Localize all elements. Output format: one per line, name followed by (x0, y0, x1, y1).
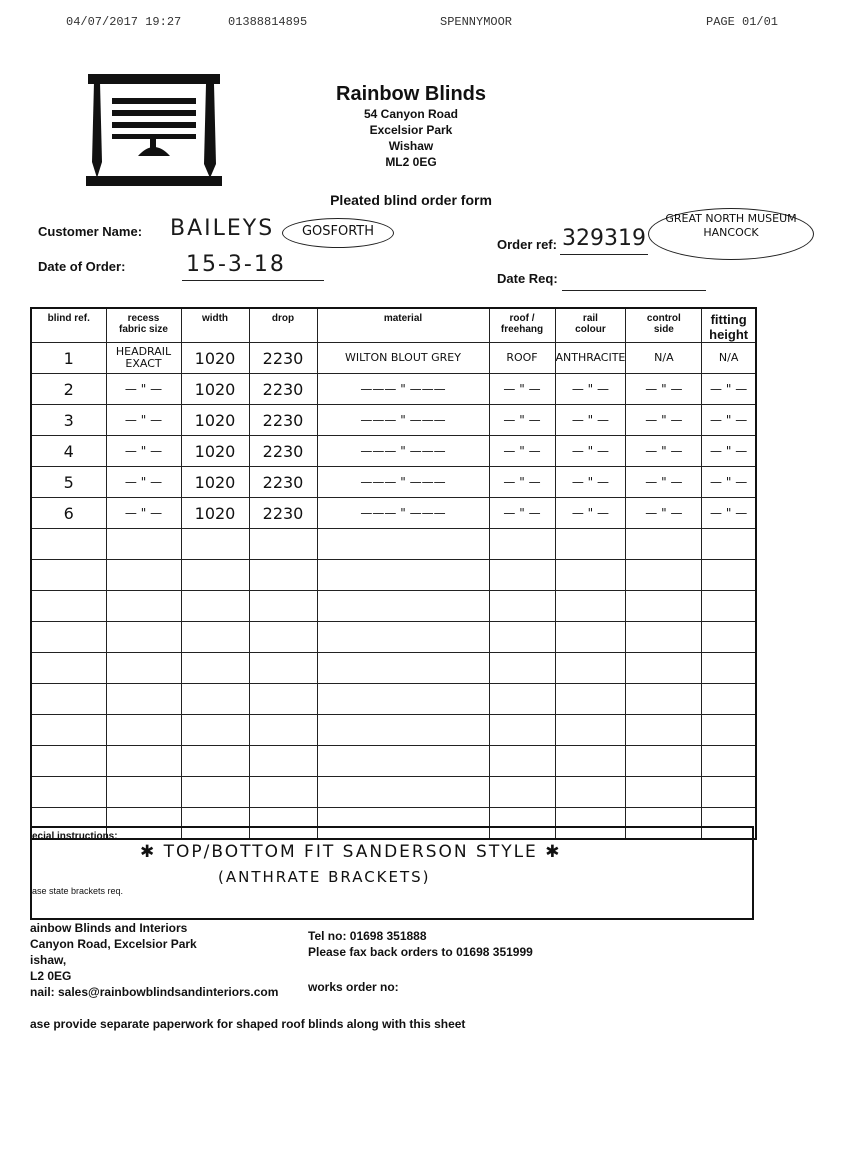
cell-fitting-height[interactable] (702, 622, 756, 653)
cell-blind-ref[interactable]: 4 (31, 436, 106, 467)
cell-roof[interactable]: — " — (489, 467, 555, 498)
table-row (31, 498, 756, 529)
header-drop: drop (249, 308, 317, 343)
cell-material[interactable] (317, 746, 489, 777)
cell-roof[interactable]: — " — (489, 374, 555, 405)
cell-drop[interactable] (249, 591, 317, 622)
cell-material[interactable] (317, 715, 489, 746)
cell-roof[interactable]: — " — (489, 498, 555, 529)
cell-rail-colour[interactable]: — " — (555, 436, 626, 467)
table-row (31, 529, 756, 560)
date-req-line (562, 290, 706, 291)
table-row (31, 591, 756, 622)
fax-header (0, 15, 850, 33)
cell-width[interactable] (181, 529, 249, 560)
cell-blind-ref[interactable] (31, 715, 106, 746)
cell-material[interactable] (317, 653, 489, 684)
cell-width[interactable] (181, 777, 249, 808)
cell-recess[interactable]: — " — (106, 467, 181, 498)
cell-fitting-height[interactable]: — " — (702, 436, 756, 467)
cell-width[interactable] (181, 653, 249, 684)
company-address-line: Excelsior Park (369, 123, 453, 137)
cell-control-side[interactable] (626, 715, 702, 746)
cell-material[interactable] (317, 529, 489, 560)
cell-fitting-height[interactable]: N/A (702, 343, 756, 374)
cell-fitting-height[interactable]: — " — (702, 467, 756, 498)
header-blind-ref: blind ref. (31, 308, 106, 343)
header-rail-colour: rail colour (555, 308, 626, 343)
cell-blind-ref[interactable] (31, 591, 106, 622)
cell-control-side[interactable]: — " — (626, 405, 702, 436)
cell-material[interactable] (317, 591, 489, 622)
cell-material[interactable] (317, 622, 489, 653)
cell-roof[interactable] (489, 777, 555, 808)
company-address-line: 54 Canyon Road (363, 107, 459, 121)
company-logo (80, 72, 228, 188)
cell-recess[interactable] (106, 622, 181, 653)
cell-control-side[interactable] (626, 777, 702, 808)
table-header-row (31, 308, 756, 343)
cell-width[interactable] (181, 560, 249, 591)
cell-material[interactable] (317, 777, 489, 808)
footer-address-line: Canyon Road, Excelsior Park (30, 937, 197, 951)
cell-rail-colour[interactable] (555, 715, 626, 746)
company-header (300, 82, 522, 170)
footer-fax: Please fax back orders to 01698 351999 (308, 945, 533, 959)
cell-control-side[interactable]: — " — (626, 374, 702, 405)
cell-material[interactable]: WILTON BLOUT GREY (317, 343, 489, 374)
cell-blind-ref[interactable]: 6 (31, 498, 106, 529)
cell-rail-colour[interactable] (555, 746, 626, 777)
cell-width[interactable] (181, 591, 249, 622)
order-ref-value[interactable]: 329319 (562, 226, 646, 251)
header-material: material (317, 308, 489, 343)
cell-fitting-height[interactable] (702, 777, 756, 808)
footer-company-details (30, 920, 278, 1000)
brackets-note: ase state brackets req. (32, 886, 124, 896)
cell-drop[interactable] (249, 622, 317, 653)
order-ref-label: Order ref: (497, 237, 557, 252)
footer-email: nail: sales@rainbowblindsandinteriors.com (30, 985, 279, 999)
table-row (31, 467, 756, 498)
cell-recess[interactable] (106, 529, 181, 560)
cell-width[interactable]: 1020 (181, 467, 249, 498)
table-row (31, 436, 756, 467)
table-row (31, 343, 756, 374)
cell-material[interactable]: ——— " ——— (317, 498, 489, 529)
cell-material[interactable]: ——— " ——— (317, 374, 489, 405)
cell-blind-ref[interactable]: 2 (31, 374, 106, 405)
cell-blind-ref[interactable] (31, 529, 106, 560)
cell-control-side[interactable] (626, 684, 702, 715)
cell-drop[interactable] (249, 715, 317, 746)
order-table (30, 307, 757, 840)
cell-fitting-height[interactable]: — " — (702, 374, 756, 405)
cell-blind-ref[interactable] (31, 684, 106, 715)
fax-number: 01388814895 (228, 15, 308, 29)
fax-location: SPENNYMOOR (440, 15, 513, 29)
cell-fitting-height[interactable] (702, 684, 756, 715)
cell-blind-ref[interactable]: 5 (31, 467, 106, 498)
cell-recess[interactable]: HEADRAIL EXACT (106, 343, 181, 374)
cell-recess[interactable] (106, 653, 181, 684)
special-instructions-label: ecial instructions: (32, 831, 118, 842)
cell-rail-colour[interactable] (555, 591, 626, 622)
cell-recess[interactable]: — " — (106, 498, 181, 529)
cell-blind-ref[interactable] (31, 653, 106, 684)
cell-material[interactable] (317, 560, 489, 591)
footer-tel: Tel no: 01698 351888 (308, 929, 427, 943)
cell-rail-colour[interactable] (555, 529, 626, 560)
cell-roof[interactable] (489, 529, 555, 560)
cell-control-side[interactable]: N/A (626, 343, 702, 374)
special-instructions-line[interactable]: ✱ TOP/BOTTOM FIT SANDERSON STYLE ✱ (140, 842, 562, 862)
table-row (31, 653, 756, 684)
cell-control-side[interactable] (626, 653, 702, 684)
form-title: Pleated blind order form (330, 192, 492, 208)
cell-fitting-height[interactable] (702, 653, 756, 684)
cell-width[interactable]: 1020 (181, 436, 249, 467)
cell-recess[interactable]: — " — (106, 405, 181, 436)
cell-width[interactable] (181, 715, 249, 746)
footer-address-line: ishaw, (30, 953, 67, 967)
cell-material[interactable] (317, 684, 489, 715)
cell-rail-colour[interactable] (555, 560, 626, 591)
company-address-line: Wishaw (388, 139, 434, 153)
cell-rail-colour[interactable] (555, 777, 626, 808)
customer-name-value[interactable]: BAILEYS (170, 216, 275, 241)
cell-rail-colour[interactable]: — " — (555, 498, 626, 529)
cell-rail-colour[interactable] (555, 653, 626, 684)
table-row (31, 715, 756, 746)
cell-control-side[interactable] (626, 622, 702, 653)
header-recess: recess fabric size (106, 308, 181, 343)
cell-rail-colour[interactable] (555, 622, 626, 653)
cell-control-side[interactable]: — " — (626, 467, 702, 498)
cell-drop[interactable]: 2230 (249, 498, 317, 529)
footer-note: ase provide separate paperwork for shaped roof blinds along with this sheet (30, 1017, 466, 1031)
cell-control-side[interactable] (626, 746, 702, 777)
cell-fitting-height[interactable] (702, 560, 756, 591)
order-ref-line (560, 254, 648, 255)
table-row (31, 374, 756, 405)
cell-material[interactable]: ——— " ——— (317, 405, 489, 436)
cell-roof[interactable] (489, 560, 555, 591)
cell-blind-ref[interactable]: 1 (31, 343, 106, 374)
cell-rail-colour[interactable]: — " — (555, 374, 626, 405)
cell-drop[interactable] (249, 560, 317, 591)
cell-blind-ref[interactable]: 3 (31, 405, 106, 436)
cell-control-side[interactable]: — " — (626, 498, 702, 529)
table-row (31, 560, 756, 591)
cell-recess[interactable] (106, 777, 181, 808)
cell-material[interactable]: ——— " ——— (317, 467, 489, 498)
cell-roof[interactable] (489, 591, 555, 622)
cell-fitting-height[interactable] (702, 746, 756, 777)
cell-blind-ref[interactable] (31, 622, 106, 653)
fax-datetime: 04/07/2017 19:27 (66, 15, 182, 29)
cell-rail-colour[interactable]: — " — (555, 467, 626, 498)
cell-drop[interactable]: 2230 (249, 343, 317, 374)
footer-company-name: ainbow Blinds and Interiors (30, 921, 188, 935)
cell-drop[interactable]: 2230 (249, 436, 317, 467)
cell-control-side[interactable] (626, 529, 702, 560)
cell-fitting-height[interactable] (702, 591, 756, 622)
date-of-order-value[interactable]: 15-3-18 (186, 252, 286, 277)
cell-width[interactable]: 1020 (181, 405, 249, 436)
special-instructions-line[interactable]: (ANTHRATE BRACKETS) (218, 868, 431, 886)
cell-roof[interactable] (489, 653, 555, 684)
cell-fitting-height[interactable] (702, 529, 756, 560)
cell-recess[interactable] (106, 684, 181, 715)
date-of-order-label: Date of Order: (38, 259, 126, 274)
cell-recess[interactable] (106, 746, 181, 777)
company-address-line: ML2 0EG (385, 155, 437, 169)
footer-address-line: L2 0EG (30, 969, 72, 983)
cell-blind-ref[interactable] (31, 560, 106, 591)
customer-name-label: Customer Name: (38, 224, 143, 239)
cell-drop[interactable] (249, 684, 317, 715)
cell-drop[interactable] (249, 746, 317, 777)
table-row (31, 777, 756, 808)
cell-rail-colour[interactable] (555, 684, 626, 715)
date-of-order-line (182, 280, 324, 281)
cell-width[interactable] (181, 746, 249, 777)
cell-roof[interactable]: ROOF (489, 343, 555, 374)
cell-material[interactable]: ——— " ——— (317, 436, 489, 467)
cell-width[interactable]: 1020 (181, 343, 249, 374)
cell-roof[interactable] (489, 746, 555, 777)
cell-rail-colour[interactable]: ANTHRACITE (555, 343, 626, 374)
cell-fitting-height[interactable]: — " — (702, 498, 756, 529)
cell-width[interactable] (181, 622, 249, 653)
cell-blind-ref[interactable] (31, 746, 106, 777)
cell-drop[interactable] (249, 777, 317, 808)
cell-rail-colour[interactable]: — " — (555, 405, 626, 436)
cell-control-side[interactable] (626, 560, 702, 591)
table-row (31, 684, 756, 715)
footer-contact (308, 928, 533, 960)
cell-roof[interactable]: — " — (489, 436, 555, 467)
cell-recess[interactable] (106, 560, 181, 591)
cell-roof[interactable] (489, 715, 555, 746)
cell-width[interactable] (181, 684, 249, 715)
cell-width[interactable]: 1020 (181, 498, 249, 529)
cell-blind-ref[interactable] (31, 777, 106, 808)
header-control-side: control side (626, 308, 702, 343)
fax-page-number: PAGE 01/01 (706, 15, 779, 29)
header-roof-freehang: roof / freehang (489, 308, 555, 343)
special-instructions-box (30, 826, 754, 920)
table-row (31, 746, 756, 777)
cell-roof[interactable]: — " — (489, 405, 555, 436)
cell-fitting-height[interactable]: — " — (702, 405, 756, 436)
customer-note: GOSFORTH (282, 218, 394, 248)
company-name: Rainbow Blinds (336, 83, 486, 105)
cell-recess[interactable]: — " — (106, 374, 181, 405)
date-req-label: Date Req: (497, 271, 558, 286)
order-ref-note: GREAT NORTH MUSEUM HANCOCK (648, 208, 814, 260)
header-fitting-height: fitting height (702, 308, 756, 343)
cell-fitting-height[interactable] (702, 715, 756, 746)
header-width: width (181, 308, 249, 343)
table-row (31, 622, 756, 653)
works-order-label: works order no: (308, 980, 399, 994)
cell-drop[interactable]: 2230 (249, 467, 317, 498)
cell-control-side[interactable] (626, 591, 702, 622)
cell-drop[interactable] (249, 653, 317, 684)
cell-roof[interactable] (489, 684, 555, 715)
cell-roof[interactable] (489, 622, 555, 653)
cell-drop[interactable]: 2230 (249, 405, 317, 436)
cell-recess[interactable] (106, 591, 181, 622)
cell-control-side[interactable]: — " — (626, 436, 702, 467)
table-row (31, 405, 756, 436)
cell-drop[interactable] (249, 529, 317, 560)
cell-recess[interactable]: — " — (106, 436, 181, 467)
cell-drop[interactable]: 2230 (249, 374, 317, 405)
cell-recess[interactable] (106, 715, 181, 746)
cell-width[interactable]: 1020 (181, 374, 249, 405)
